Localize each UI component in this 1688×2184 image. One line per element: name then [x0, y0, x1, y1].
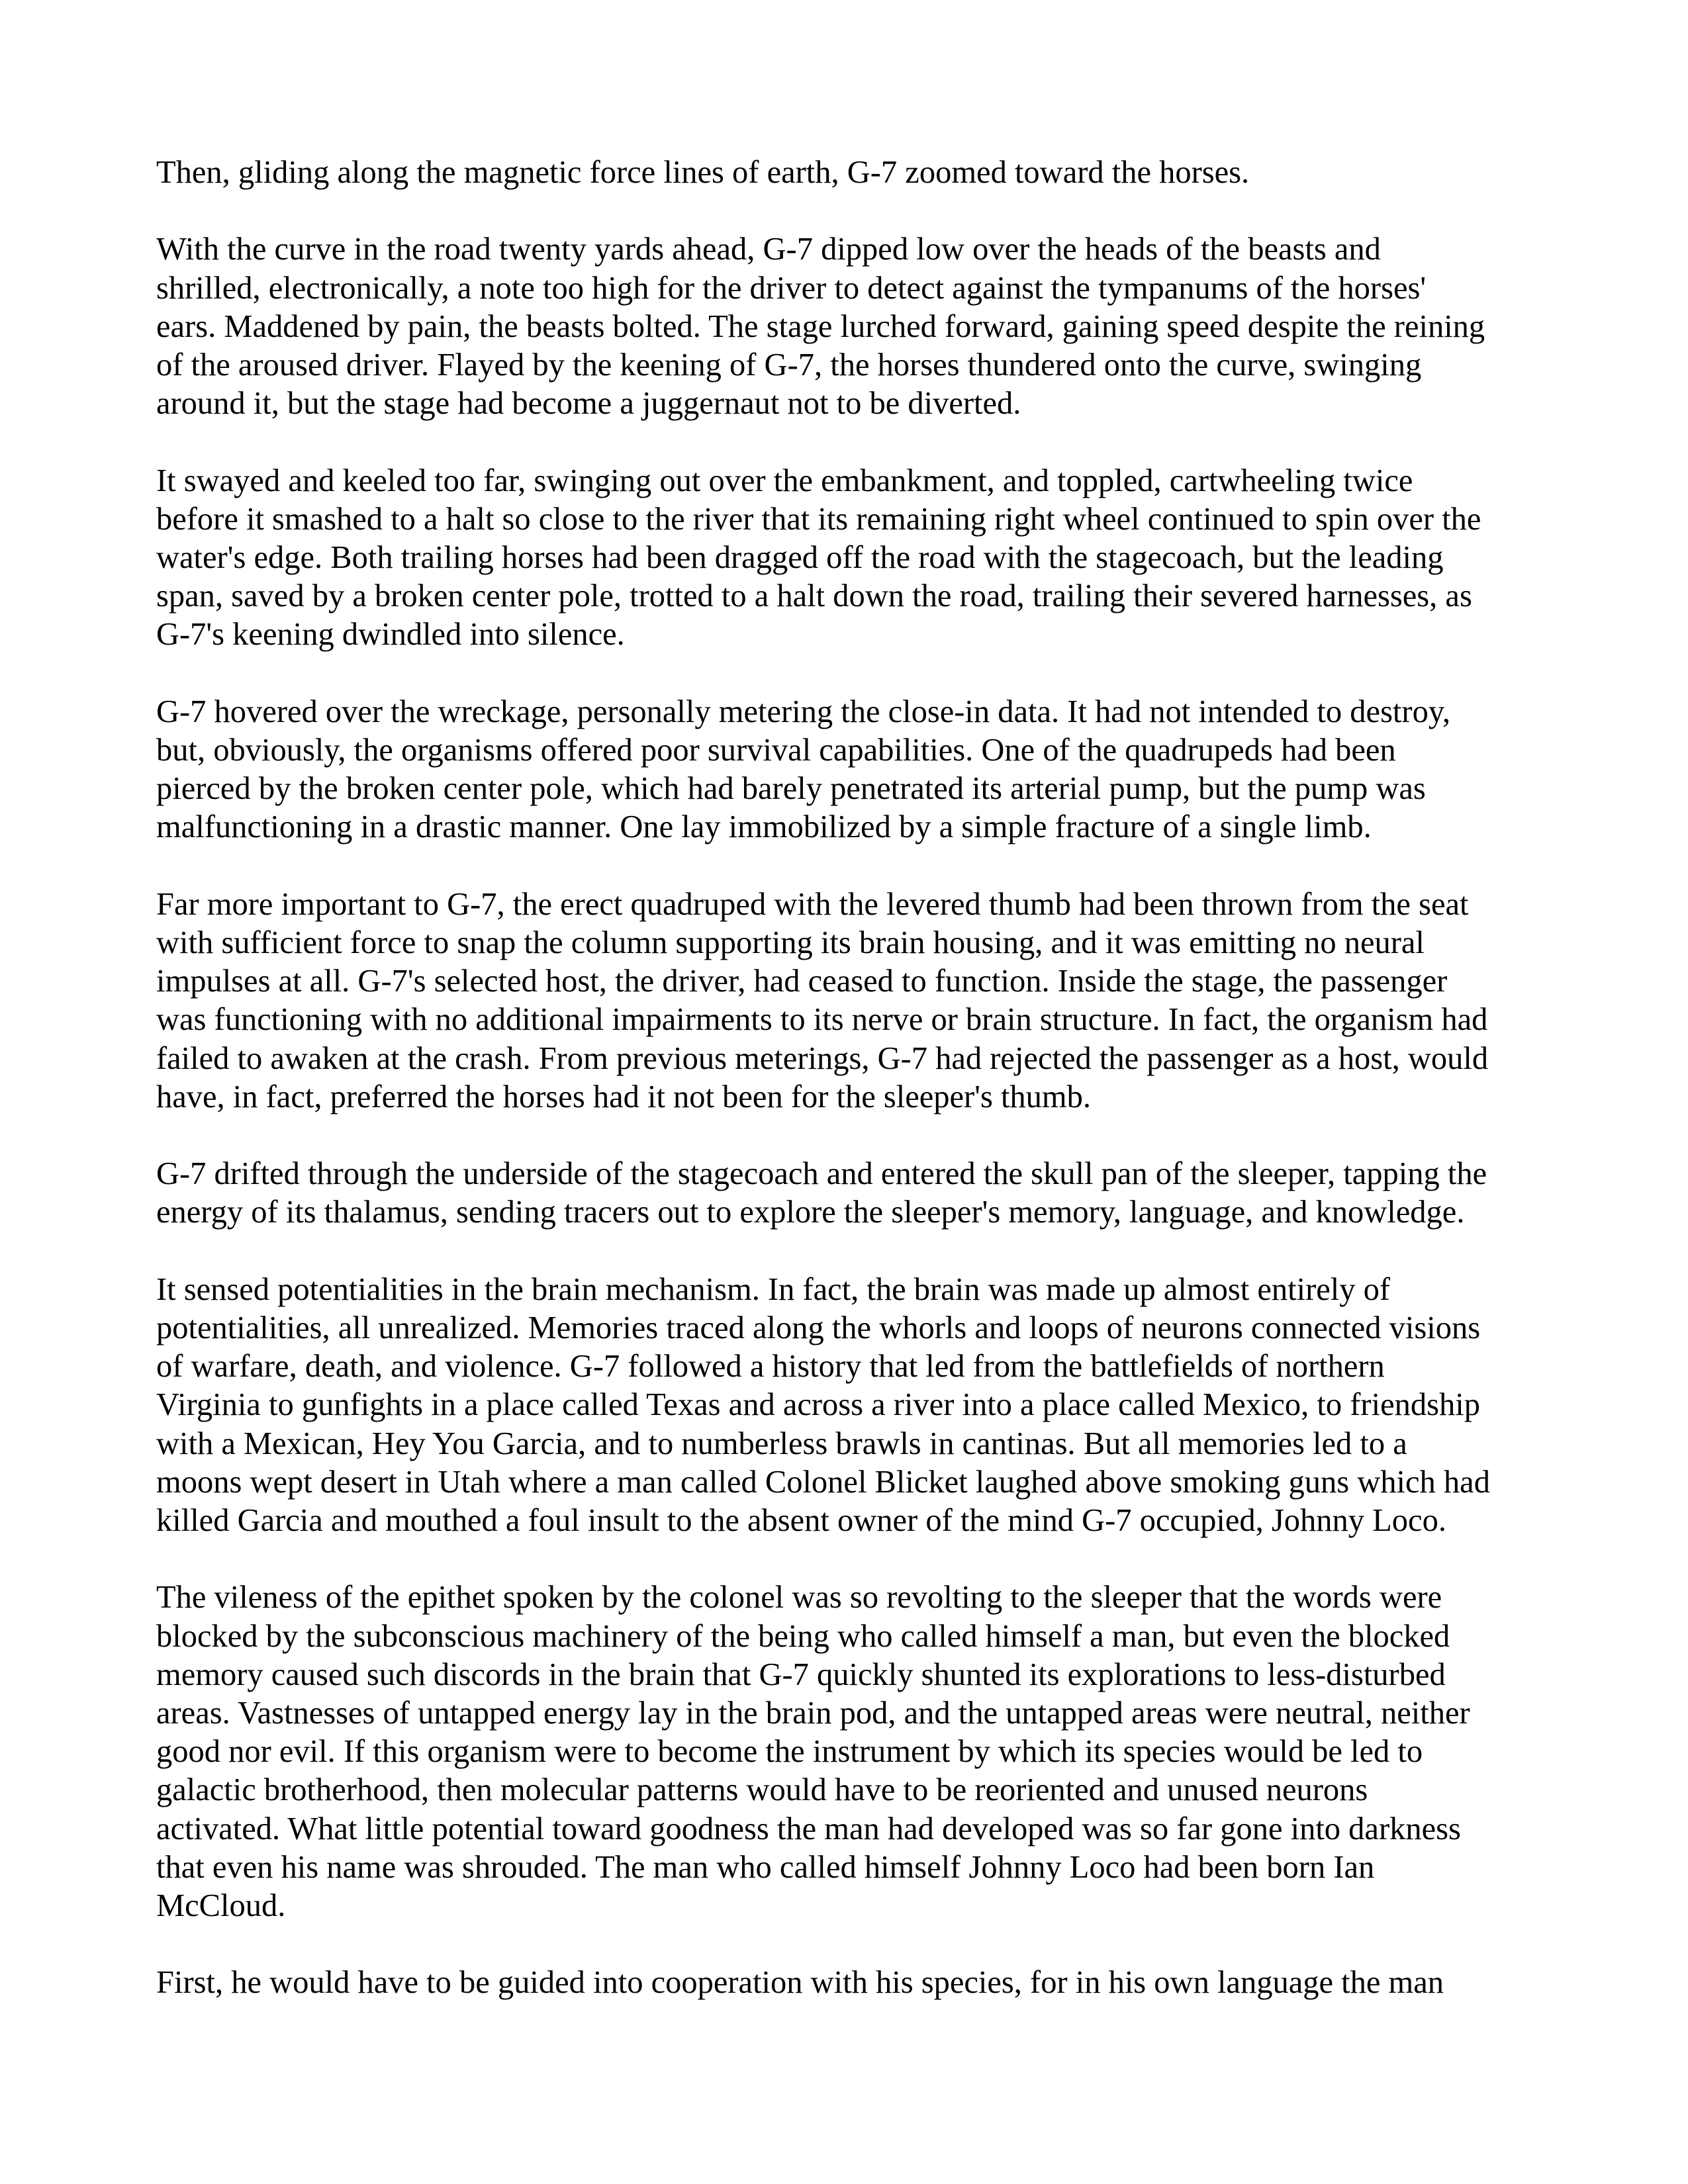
text-line: malfunctioning in a drastic manner. One lay immobilized by a simple fracture of a single limb. — [156, 809, 1372, 845]
text-line: good nor evil. If this organism were to become the instrument by which its species would be led to — [156, 1734, 1423, 1770]
text-line: was functioning with no additional impairments to its nerve or brain structure. In fact, the organism had — [156, 1002, 1488, 1038]
paragraph-6 — [156, 1155, 1540, 1232]
paragraph-4 — [156, 693, 1540, 847]
text-line: pierced by the broken center pole, which had barely penetrated its arterial pump, but the pump was — [156, 771, 1426, 807]
text-line: With the curve in the road twenty yards ahead, G-7 dipped low over the heads of the beasts and — [156, 232, 1381, 267]
paragraph-3 — [156, 462, 1540, 655]
text-line: It swayed and keeled too far, swinging out over the embankment, and toppled, cartwheeling twice — [156, 463, 1413, 498]
paragraph-7 — [156, 1271, 1540, 1540]
text-line: G-7 drifted through the underside of the stagecoach and entered the skull pan of the sleeper, tapping the — [156, 1156, 1487, 1192]
body-text — [156, 154, 1540, 2041]
text-line: span, saved by a broken center pole, trotted to a halt down the road, trailing their severed harnesses, as — [156, 578, 1472, 614]
text-line: G-7 hovered over the wreckage, personally metering the close-in data. It had not intended to destroy, — [156, 694, 1451, 729]
text-line: before it smashed to a halt so close to the river that its remaining right wheel continued to spin over the — [156, 501, 1481, 537]
text-line: areas. Vastnesses of untapped energy lay in the brain pod, and the untapped areas were neutral, neither — [156, 1696, 1470, 1731]
text-line: but, obviously, the organisms offered poor survival capabilities. One of the quadrupeds had been — [156, 733, 1396, 768]
text-line: potentialities, all unrealized. Memories traced along the whorls and loops of neurons connected visions — [156, 1310, 1481, 1345]
text-line: Far more important to G-7, the erect quadruped with the levered thumb had been thrown from the seat — [156, 886, 1469, 922]
text-line: of warfare, death, and violence. G-7 followed a history that led from the battlefields of northern — [156, 1349, 1385, 1385]
text-line: blocked by the subconscious machinery of the being who called himself a man, but even the blocked — [156, 1618, 1450, 1654]
text-line: killed Garcia and mouthed a foul insult to the absent owner of the mind G-7 occupied, Johnny Loco. — [156, 1503, 1446, 1539]
text-line: impulses at all. G-7's selected host, the driver, had ceased to function. Inside the stage, the passenger — [156, 964, 1448, 999]
text-line: memory caused such discords in the brain that G-7 quickly shunted its explorations to less-disturbed — [156, 1657, 1446, 1692]
text-line: with sufficient force to snap the column supporting its brain housing, and it was emitting no neural — [156, 925, 1425, 960]
text-line: of the aroused driver. Flayed by the keening of G-7, the horses thundered onto the curve, swinging — [156, 347, 1422, 383]
text-line: shrilled, electronically, a note too high for the driver to detect against the tympanums of the horses' — [156, 270, 1427, 306]
text-line: It sensed potentialities in the brain mechanism. In fact, the brain was made up almost entirely of — [156, 1271, 1391, 1307]
text-line: water's edge. Both trailing horses had been dragged off the road with the stagecoach, but the leading — [156, 540, 1444, 575]
paragraph-2 — [156, 230, 1540, 423]
text-line: galactic brotherhood, then molecular patterns would have to be reoriented and unused neurons — [156, 1772, 1368, 1808]
text-line: moons wept desert in Utah where a man called Colonel Blicket laughed above smoking guns which had — [156, 1464, 1490, 1500]
text-line: First, he would have to be guided into cooperation with his species, for in his own language the man — [156, 1965, 1444, 2001]
text-line: energy of its thalamus, sending tracers out to explore the sleeper's memory, language, and knowledge. — [156, 1195, 1465, 1230]
text-line: Then, gliding along the magnetic force lines of earth, G-7 zoomed toward the horses. — [156, 155, 1250, 190]
text-line: The vileness of the epithet spoken by the colonel was so revolting to the sleeper that the words were — [156, 1580, 1442, 1615]
text-line: activated. What little potential toward goodness the man had developed was so far gone into darkness — [156, 1811, 1461, 1846]
text-line: McCloud. — [156, 1888, 286, 1924]
text-line: ears. Maddened by pain, the beasts bolted. The stage lurched forward, gaining speed despite the reining — [156, 308, 1485, 344]
text-line: around it, but the stage had become a juggernaut not to be diverted. — [156, 386, 1021, 422]
text-line: that even his name was shrouded. The man who called himself Johnny Loco had been born Ian — [156, 1849, 1375, 1885]
text-line: Virginia to gunfights in a place called Texas and across a river into a place called Mexico, to friendship — [156, 1387, 1480, 1423]
text-line: have, in fact, preferred the horses had it not been for the sleeper's thumb. — [156, 1079, 1092, 1115]
paragraph-9 — [156, 1964, 1540, 2002]
paragraph-5 — [156, 886, 1540, 1116]
text-line: with a Mexican, Hey You Garcia, and to numberless brawls in cantinas. But all memories led to a — [156, 1426, 1407, 1461]
text-line: failed to awaken at the crash. From previous meterings, G-7 had rejected the passenger as a host, would — [156, 1040, 1489, 1076]
paragraph-8 — [156, 1578, 1540, 1925]
paragraph-1 — [156, 154, 1540, 192]
text-line: G-7's keening dwindled into silence. — [156, 617, 625, 653]
